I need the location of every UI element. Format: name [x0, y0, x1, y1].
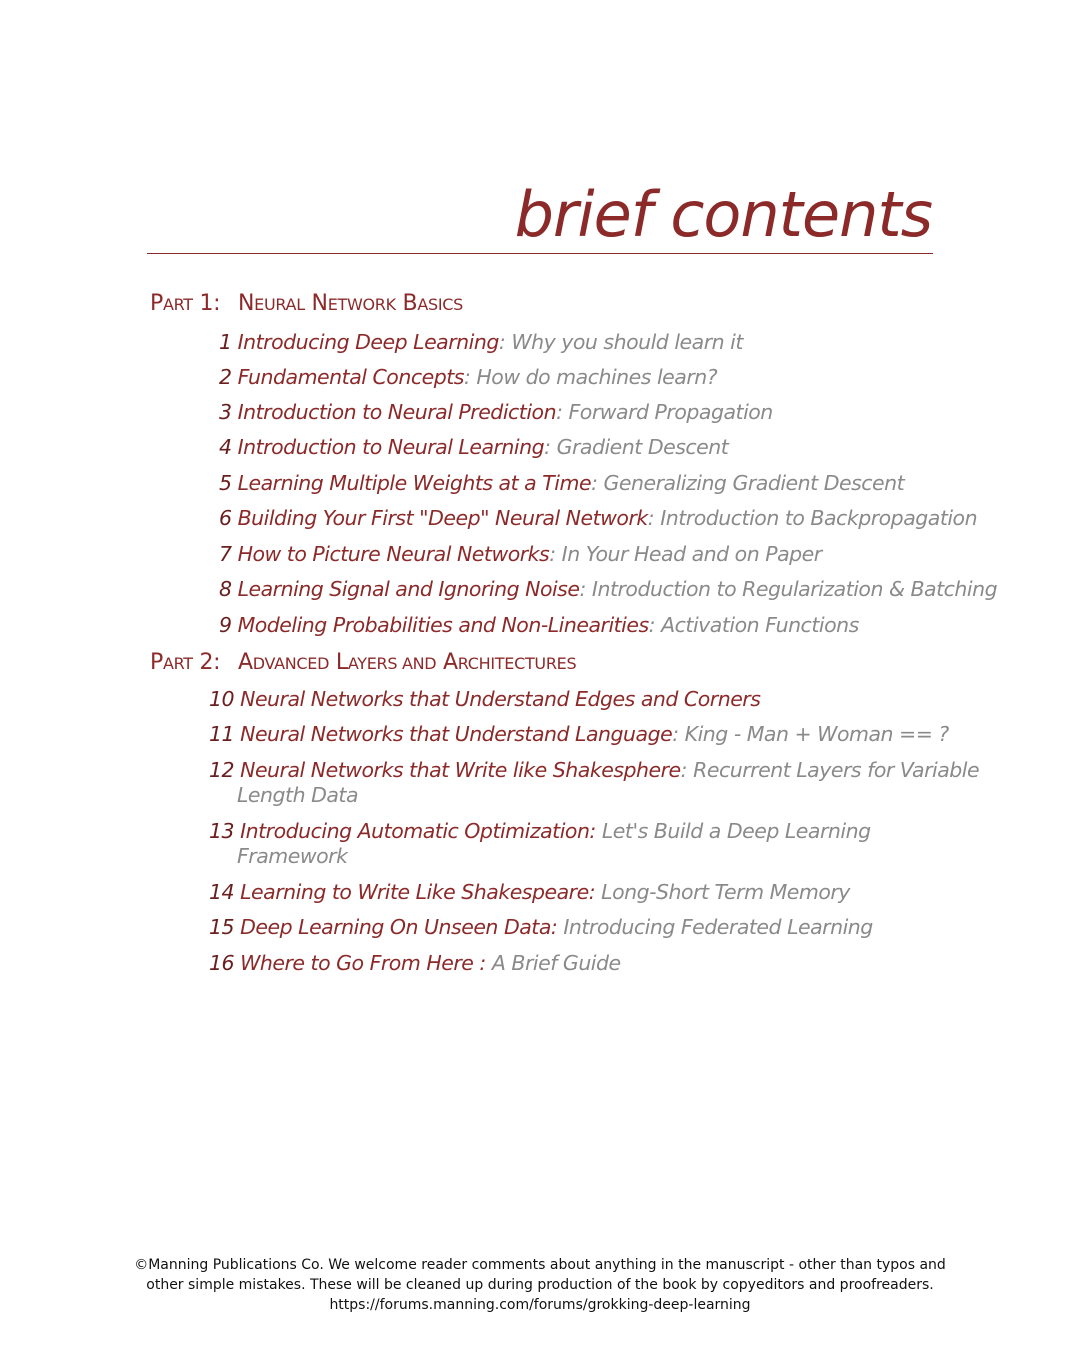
chapter-subtitle-continued: [237, 844, 347, 869]
chapter-number: 14: [209, 880, 241, 904]
chapter-title: Neural Networks that Understand Edges and Corners: [240, 687, 761, 711]
chapter-separator: :: [549, 542, 562, 566]
chapter-number: 4: [219, 435, 238, 459]
chapter-title: Introduction to Neural Learning: [237, 435, 545, 459]
title-rule: [147, 253, 933, 254]
chapter-title: Neural Networks that Write like Shakesphere: [240, 758, 681, 782]
chapter-subtitle: How do machines learn?: [476, 365, 718, 389]
chapter-separator: :: [544, 435, 557, 459]
footer-line-3: https://forums.manning.com/forums/grokking-deep-learning: [329, 1297, 751, 1313]
chapter-separator: :: [463, 365, 477, 389]
chapter-title: Learning Signal and Ignoring Noise: [237, 577, 580, 601]
chapter-title: Deep Learning On Unseen Data:: [240, 915, 558, 939]
page-title: brief contents: [514, 178, 932, 251]
chapter-entry: [219, 506, 977, 531]
chapter-subtitle: In Your Head and on Paper: [561, 542, 822, 566]
chapter-entry: [209, 758, 979, 783]
chapter-entry: [209, 722, 949, 747]
chapter-entry: [209, 687, 760, 712]
chapter-separator: :: [498, 330, 512, 354]
chapter-number: 3: [219, 400, 238, 424]
chapter-entry: [209, 819, 871, 844]
chapter-number: 11: [209, 722, 241, 746]
chapter-entry: [219, 542, 822, 567]
chapter-subtitle: Introducing Federated Learning: [563, 915, 873, 939]
part-heading: [150, 650, 576, 675]
chapter-subtitle: King - Man + Woman == ?: [684, 722, 949, 746]
chapter-title: How to Picture Neural Networks: [237, 542, 550, 566]
chapter-subtitle-line2: Framework: [237, 844, 348, 868]
chapter-number: 5: [219, 471, 238, 495]
chapter-number: 1: [219, 330, 238, 354]
chapter-separator: :: [647, 506, 661, 530]
chapter-entry: [219, 471, 904, 496]
chapter-number: 8: [219, 577, 238, 601]
footer-line-1: ©Manning Publications Co. We welcome reader comments about anything in the manuscript - other than typos and: [134, 1257, 946, 1273]
chapter-title: Modeling Probabilities and Non-Linearities: [237, 613, 649, 637]
chapter-number: 13: [209, 819, 241, 843]
chapter-subtitle: Introduction to Backpropagation: [660, 506, 978, 530]
chapter-title: Fundamental Concepts: [237, 365, 464, 389]
chapter-number: 2: [219, 365, 238, 389]
chapter-title: Where to Go From Here :: [240, 951, 486, 975]
chapter-separator: :: [556, 400, 569, 424]
chapter-subtitle: Activation Functions: [661, 613, 859, 637]
chapter-subtitle-continued: [237, 783, 358, 808]
chapter-entry: [219, 400, 773, 425]
chapter-number: 12: [209, 758, 241, 782]
chapter-entry: [209, 951, 621, 976]
chapter-subtitle: Gradient Descent: [556, 435, 729, 459]
footer-line-2: other simple mistakes. These will be cleaned up during production of the book by copyeditors and proofreaders.: [146, 1277, 934, 1293]
chapter-subtitle: Recurrent Layers for Variable: [693, 758, 980, 782]
chapter-entry: [219, 435, 728, 460]
chapter-number: 15: [209, 915, 241, 939]
chapter-subtitle: Generalizing Gradient Descent: [603, 471, 905, 495]
chapter-separator: :: [680, 758, 694, 782]
chapter-number: 6: [219, 506, 238, 530]
chapter-number: 16: [209, 951, 241, 975]
chapter-entry: [209, 915, 873, 940]
chapter-subtitle: Why you should learn it: [511, 330, 743, 354]
chapter-entry: [219, 330, 743, 355]
part-name: NEURAL NETWORK BASICS: [238, 291, 463, 316]
chapter-title: Introduction to Neural Prediction: [237, 400, 557, 424]
chapter-subtitle: Long-Short Term Memory: [601, 880, 850, 904]
chapter-number: 10: [209, 687, 241, 711]
chapter-separator: :: [591, 471, 604, 495]
chapter-subtitle: Let's Build a Deep Learning: [601, 819, 871, 843]
part-name: ADVANCED LAYERS AND ARCHITECTURES: [238, 650, 577, 675]
chapter-subtitle: Introduction to Regularization & Batching: [591, 577, 998, 601]
chapter-title: Building Your First "Deep" Neural Network: [237, 506, 648, 530]
chapter-title: Neural Networks that Understand Language: [240, 722, 673, 746]
chapter-separator: :: [579, 577, 592, 601]
chapter-entry: [209, 880, 850, 905]
chapter-subtitle: A Brief Guide: [491, 951, 621, 975]
chapter-subtitle-line2: Length Data: [237, 783, 359, 807]
chapter-number: 9: [219, 613, 238, 637]
chapter-separator: :: [648, 613, 662, 637]
chapter-number: 7: [219, 542, 238, 566]
chapter-title: Introducing Deep Learning: [237, 330, 499, 354]
part-label: PART 1:: [150, 291, 221, 316]
footer-notice: [0, 1255, 1080, 1315]
chapter-subtitle: Forward Propagation: [568, 400, 773, 424]
chapter-title: Learning Multiple Weights at a Time: [237, 471, 592, 495]
part-label: PART 2:: [150, 650, 221, 675]
part-heading: [150, 291, 463, 316]
chapter-separator: :: [672, 722, 685, 746]
chapter-entry: [219, 577, 997, 602]
chapter-title: Learning to Write Like Shakespeare:: [240, 880, 596, 904]
chapter-title: Introducing Automatic Optimization:: [240, 819, 596, 843]
chapter-entry: [219, 613, 859, 638]
chapter-entry: [219, 365, 717, 390]
